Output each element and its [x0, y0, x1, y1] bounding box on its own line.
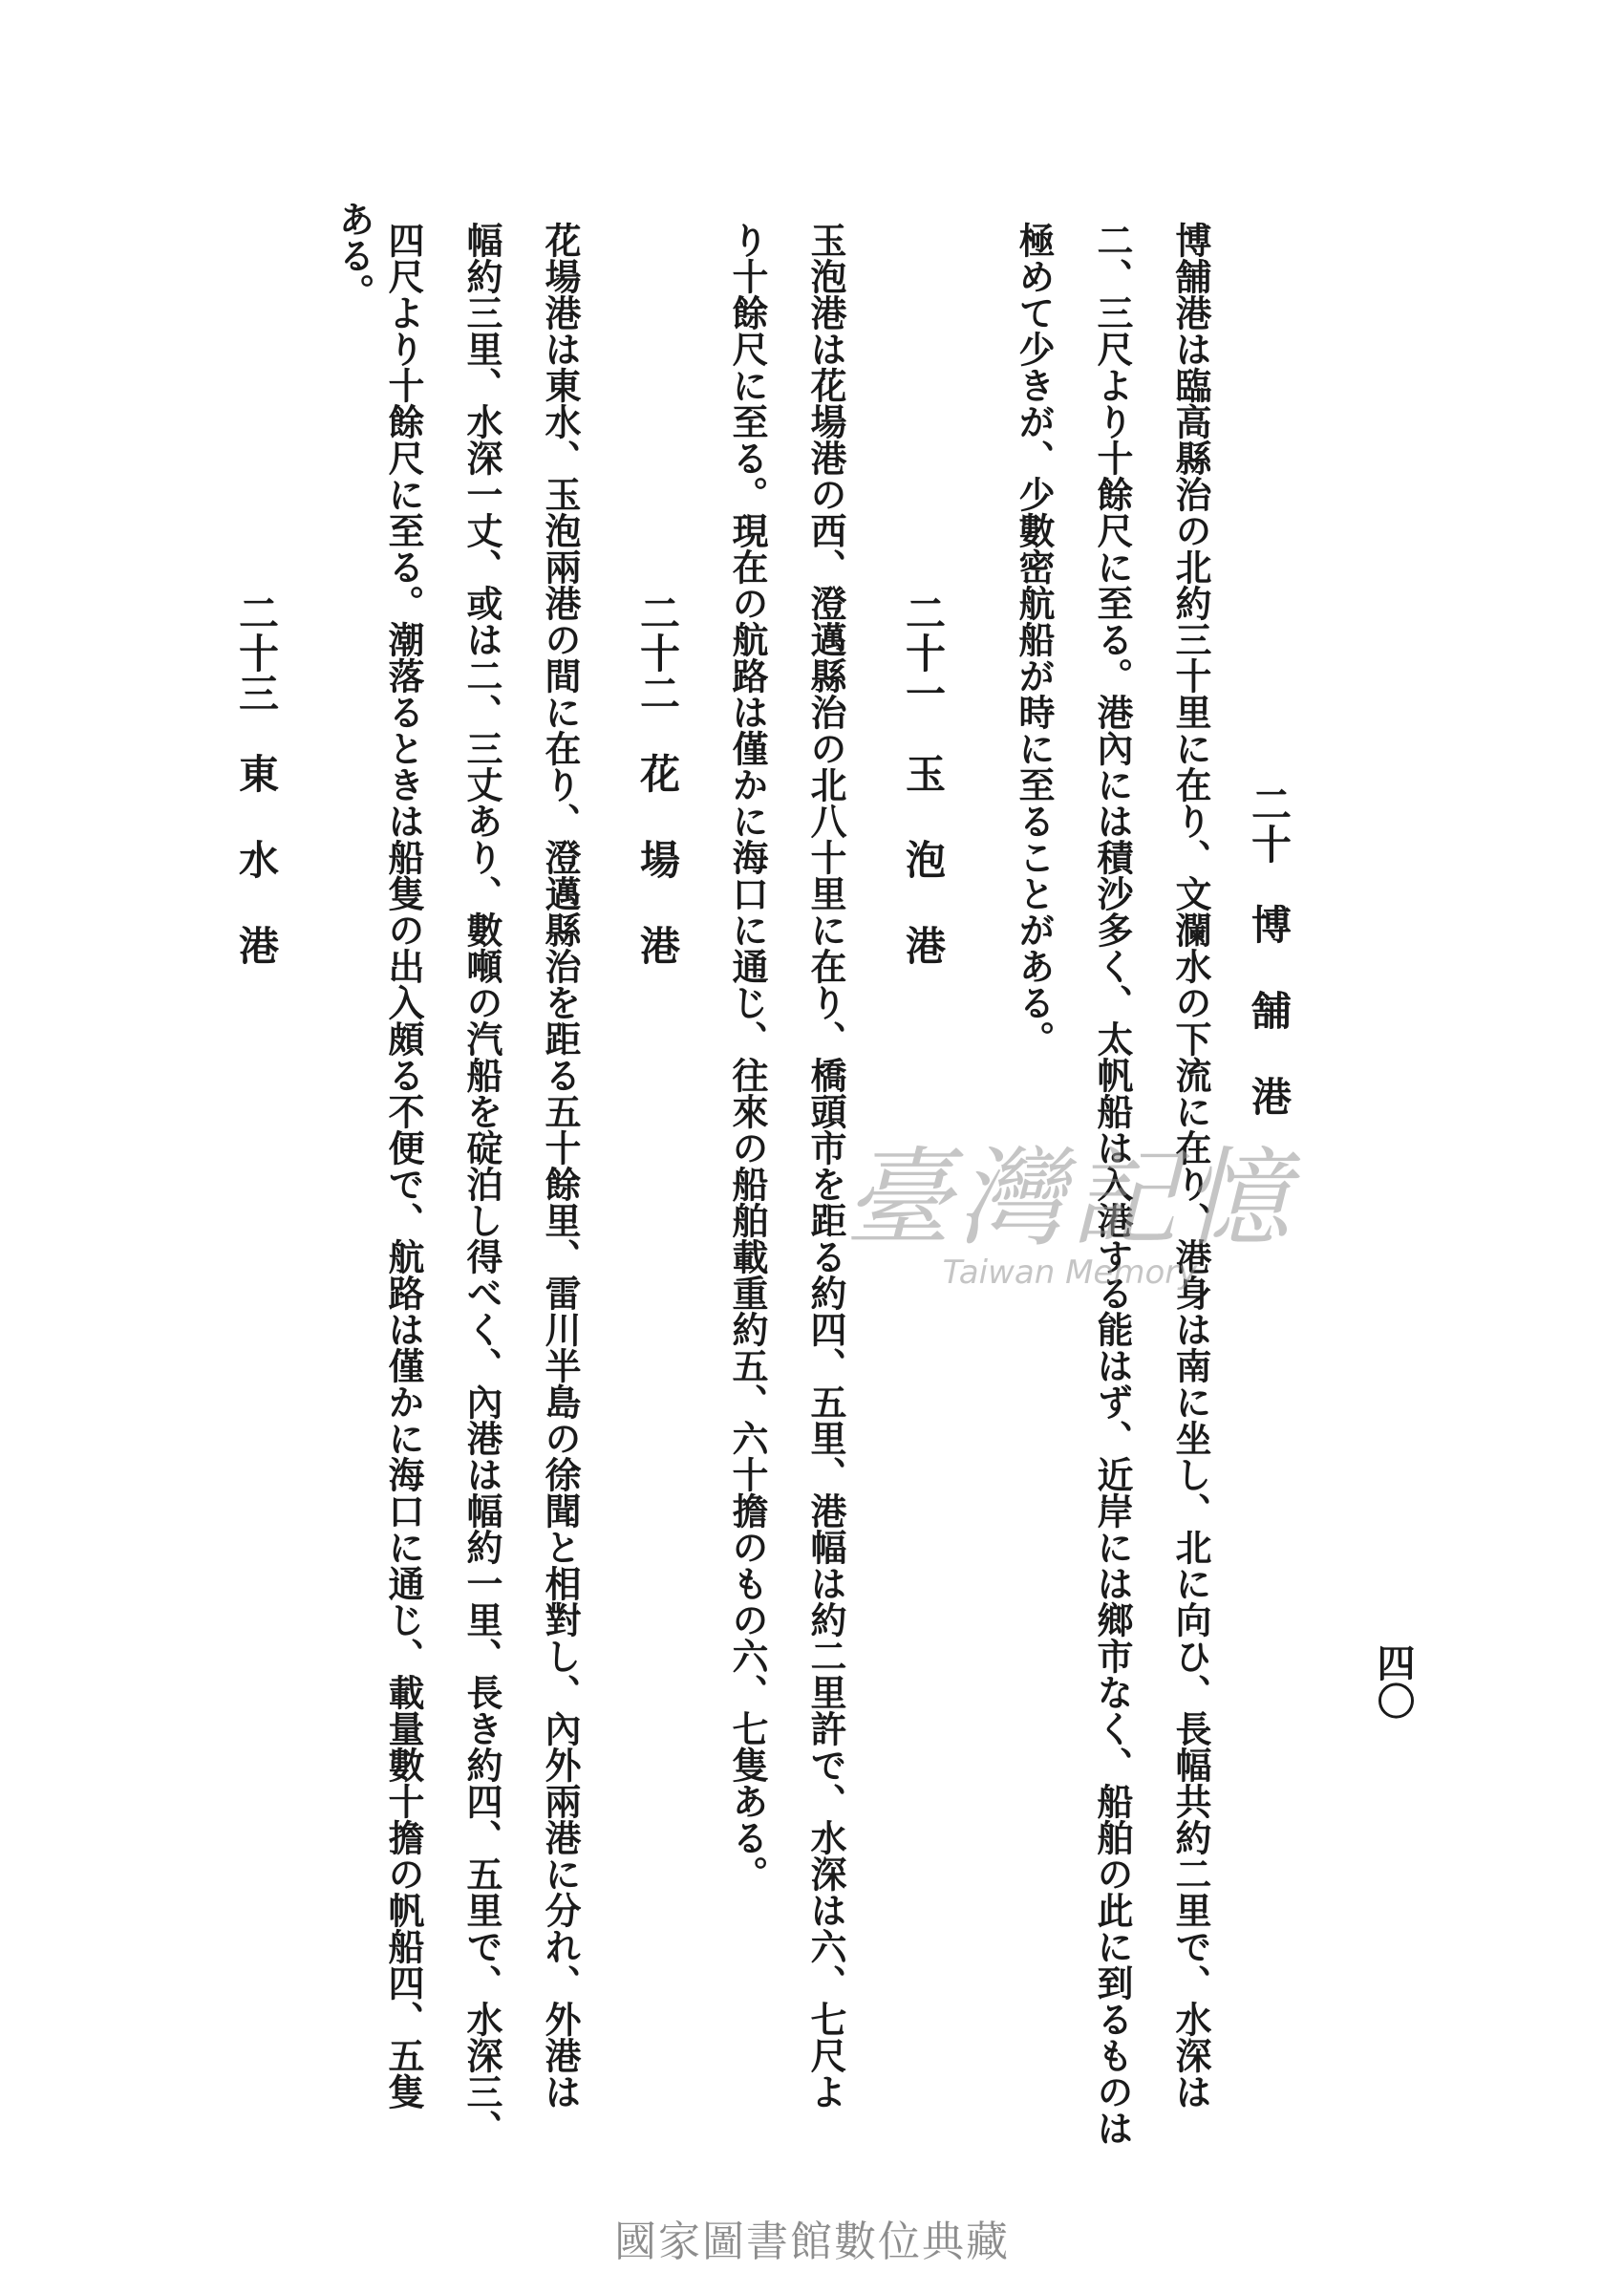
section-heading-title: 花場港 [634, 753, 681, 1011]
section-heading-number: 二十 [1246, 783, 1293, 864]
section-heading-title: 博舗港 [1246, 904, 1293, 1162]
body-line: ある。 [332, 201, 375, 310]
section-heading-title: 東水港 [233, 753, 280, 1011]
body-line: 博舗港は臨高縣治の北約三十里に在り、文瀾水の下流に在り、港身は南に坐し、北に向ひ、長幅共約二里で、水深は [1169, 222, 1212, 2110]
body-line: 二、三尺より十餘尺に至る。港內には積沙多く、太帆船は入港する能はず、近岸には鄉市なく、船舶の此に到るものは [1091, 222, 1134, 2146]
body-line: 玉泡港は花場港の西、澄邁縣治の北八十里に在り、橋頭市を距る約四、五里、港幅は約二里許で、水深は六、七尺よ [804, 222, 847, 2110]
section-heading-20 [1242, 783, 1295, 1162]
section-heading-number: 二十一 [900, 592, 947, 713]
watermark-chinese: 臺灣記憶 [844, 1137, 1295, 1261]
section-heading-23 [229, 592, 283, 1011]
watermark-english: Taiwan Memory [942, 1254, 1198, 1292]
body-line: り十餘尺に至る。現在の航路は僅かに海口に通じ、往來の船舶載重約五、六十擔のもの六、七隻ある。 [726, 222, 769, 1892]
body-line: 花場港は東水、玉泡兩港の間に在り、澄邁縣治を距る五十餘里、雷川半島の徐聞と相對し、內外兩港に分れ、外港は [539, 222, 582, 2110]
section-heading-21 [896, 592, 950, 1011]
section-heading-22 [630, 592, 684, 1011]
section-heading-number: 二十二 [634, 592, 681, 713]
body-line: 四尺より十餘尺に至る。潮落るときは船隻の出入頗る不便で、航路は僅かに海口に通じ、載量數十擔の帆船四、五隻 [382, 222, 425, 2110]
page-number: 四〇 [1371, 1643, 1416, 1720]
footer-caption: 國家圖書館數位典藏 [614, 2218, 1010, 2266]
section-heading-title: 玉泡港 [900, 753, 947, 1011]
section-heading-number: 二十三 [233, 592, 280, 713]
body-line: 極めて少きが、少數密航船が時に至ることがある。 [1013, 222, 1056, 1057]
body-line: 幅約三里、水深一丈、或は二、三丈あり、數噸の汽船を碇泊し得べく、內港は幅約一里、長き約四、五里で、水深三、 [460, 222, 503, 2146]
